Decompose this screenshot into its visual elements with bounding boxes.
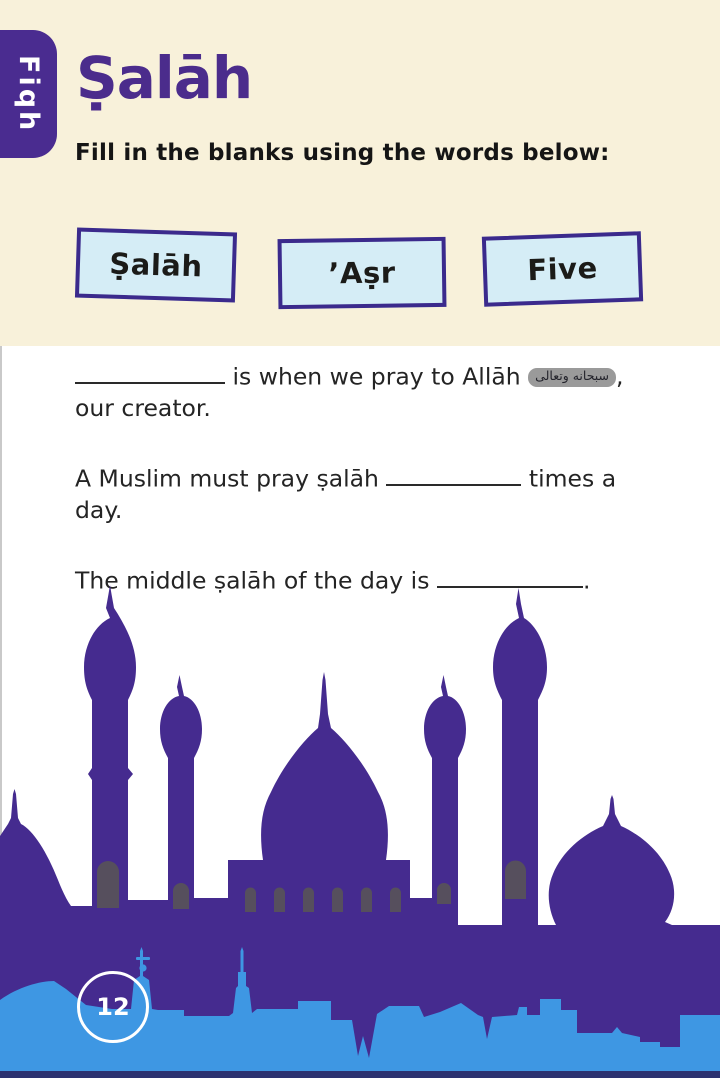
subhanahu-wa-taala-badge: سبحانه وتعالى — [528, 368, 616, 387]
page-number-badge — [77, 971, 149, 1043]
sentence-2 — [75, 462, 675, 527]
sentence-2-tail: times a — [528, 464, 617, 493]
word-chip-asr[interactable]: ’Aṣr — [278, 237, 447, 309]
blank-2[interactable] — [386, 462, 521, 486]
blank-1[interactable] — [75, 360, 225, 384]
sentence-3-lead: The middle ṣalāh of the day is — [75, 565, 430, 594]
bottom-edge-strip — [0, 1071, 720, 1078]
sentence-2-line2: day. — [75, 495, 123, 524]
sentence-1-text: is when we pray to Allāh — [232, 362, 521, 391]
sentence-1 — [75, 360, 675, 425]
sentence-2-lead: A Muslim must pray ṣalāh — [75, 464, 379, 493]
page-title: Ṣalāh — [76, 44, 253, 112]
word-chip-salah[interactable]: Ṣalāh — [75, 228, 237, 303]
sentence-1-line2: our creator. — [75, 394, 211, 423]
word-bank — [76, 228, 656, 318]
sentence-1-comma: , — [616, 362, 624, 391]
page-number: 12 — [96, 993, 130, 1021]
sentence-3-period: . — [582, 565, 591, 594]
instruction-text: Fill in the blanks using the words below: — [75, 140, 610, 166]
word-chip-five[interactable]: Five — [482, 231, 643, 307]
section-tab-label: Fiqh — [13, 54, 44, 134]
section-tab-fiqh[interactable] — [0, 30, 57, 158]
